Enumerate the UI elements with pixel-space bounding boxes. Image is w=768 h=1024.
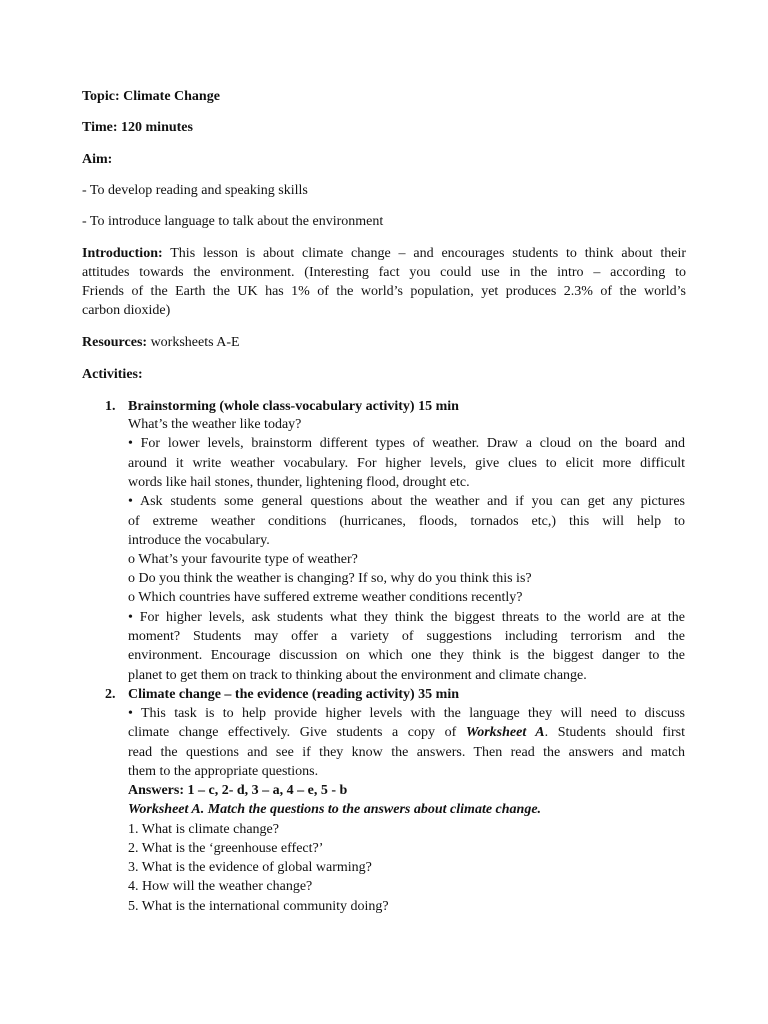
activity-title: Brainstorming (whole class-vocabulary activity) 15 min [128,399,459,414]
activity-title: Climate change – the evidence (reading activity) 35 min [128,687,460,702]
aim-item: - To develop reading and speaking skills [82,183,308,198]
question-item: 4. How will the weather change? [128,879,313,894]
activity-line: words like hail stones, thunder, lightening flood, drought etc. [128,475,470,490]
activity-line: moment? Students may offer a variety of suggestions including terrorism and the [128,629,685,644]
topic-line: Topic: Climate Change [82,89,220,104]
activity-line: around it write weather vocabulary. For higher levels, give clues to elicit more difficult [128,456,685,471]
activity-line: o Which countries have suffered extreme weather conditions recently? [128,590,523,605]
activity-number: 1. [105,399,116,414]
activity-line: • For lower levels, brainstorm different types of weather. Draw a cloud on the board and [128,436,685,451]
introduction-line: Friends of the Earth the UK has 1% of the world’s population, yet produces 2.3% of the world’s [82,284,686,299]
activity-line: introduce the vocabulary. [128,533,270,548]
activity-line: • For higher levels, ask students what they think the biggest threats to the world are at the [128,610,685,625]
answers-line: Answers: 1 – c, 2- d, 3 – a, 4 – e, 5 - b [128,783,348,798]
question-item: 3. What is the evidence of global warming? [128,860,372,875]
worksheet-reference: Worksheet A [465,725,545,740]
activity-line: planet to get them on track to thinking about the environment and climate change. [128,668,587,683]
introduction-line: Introduction: This lesson is about climate change – and encourages students to think about their [82,246,686,261]
activity-line: environment. Encourage discussion on which one they think is the biggest danger to the [128,648,685,663]
worksheet-heading: Worksheet A. Match the questions to the answers about climate change. [128,802,542,817]
activity-line: What’s the weather like today? [128,417,302,432]
resources-line: Resources: worksheets A-E [82,335,240,350]
activities-label: Activities: [82,367,143,382]
activity-line: read the questions and see if they know the answers. Then read the answers and match [128,745,685,760]
question-item: 5. What is the international community doing? [128,899,389,914]
activity-line: climate change effectively. Give students a copy of Worksheet A. Students should first [128,725,685,740]
activity-line: of extreme weather conditions (hurricanes, floods, tornados etc,) this will help to [128,514,685,529]
activity-line: them to the appropriate questions. [128,764,319,779]
activity-line: • This task is to help provide higher levels with the language they will need to discuss [128,706,685,721]
activity-line: o Do you think the weather is changing? If so, why do you think this is? [128,571,532,586]
question-item: 1. What is climate change? [128,822,279,837]
activity-line: • Ask students some general questions about the weather and if you can get any pictures [128,494,685,509]
introduction-line: attitudes towards the environment. (Interesting fact you could use in the intro – according to [82,265,686,280]
time-line: Time: 120 minutes [82,120,193,135]
aim-item: - To introduce language to talk about the environment [82,214,384,229]
activity-number: 2. [105,687,116,702]
activity-line: o What’s your favourite type of weather? [128,552,358,567]
aim-label: Aim: [82,152,113,167]
question-item: 2. What is the ‘greenhouse effect?’ [128,841,324,856]
introduction-line: carbon dioxide) [82,303,171,318]
